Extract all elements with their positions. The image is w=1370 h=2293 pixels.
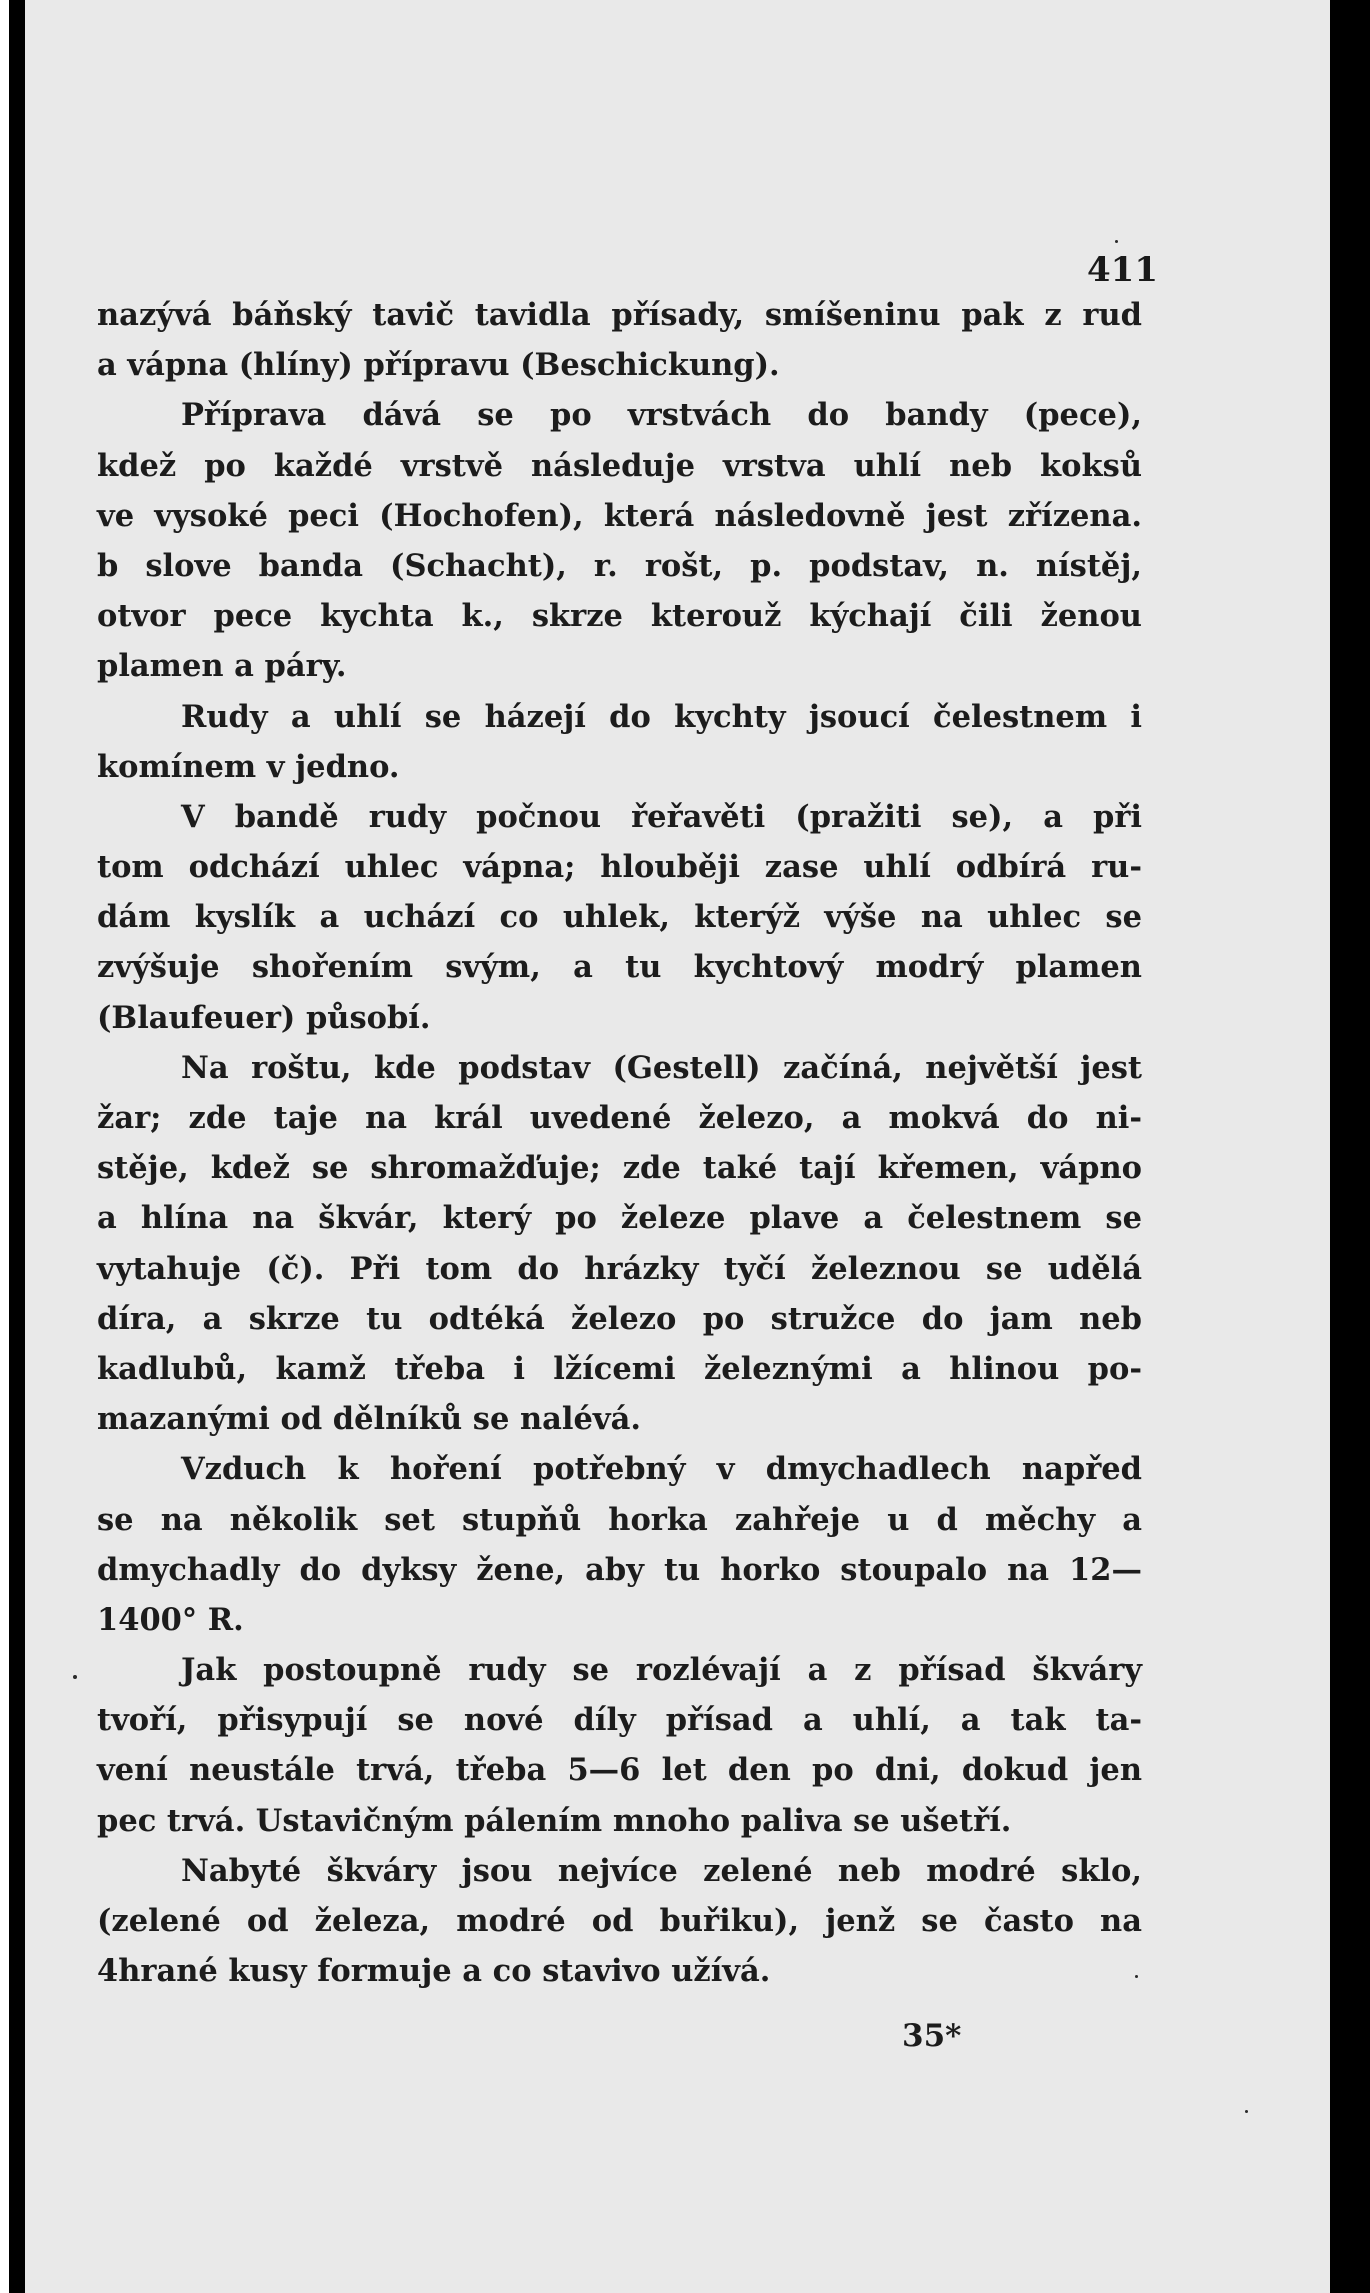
paper-speck — [1115, 240, 1118, 243]
text-line: se na několik set stupňů horka zahřeje u d měchy a — [97, 1501, 1142, 1538]
text-line: Jak postoupně rudy se rozlévají a z přísad škváry — [181, 1652, 1142, 1689]
body-text — [97, 290, 1142, 1996]
text-line: vení neustále trvá, třeba 5—6 let den po dni, dokud jen — [97, 1752, 1142, 1789]
text-line: 4hrané kusy formuje a co stavivo užívá. — [97, 1953, 771, 1990]
text-line: komínem v jedno. — [97, 748, 400, 785]
text-line: kdež po každé vrstvě následuje vrstva uhlí neb koksů — [97, 447, 1142, 484]
text-line: Na roštu, kde podstav (Gestell) začíná, největší jest — [181, 1049, 1142, 1086]
text-line: a hlína na škvár, který po železe plave a čelestnem se — [97, 1200, 1142, 1237]
text-line: kadlubů, kamž třeba i lžícemi železnými a hlinou po- — [97, 1350, 1142, 1387]
text-line: Nabyté škváry jsou nejvíce zelené neb modré sklo, — [181, 1852, 1142, 1889]
text-line: tom odchází uhlec vápna; hlouběji zase uhlí odbírá ru- — [97, 849, 1142, 886]
text-line: Rudy a uhlí se házejí do kychty jsoucí čelestnem i — [181, 698, 1142, 735]
text-line: vytahuje (č). Při tom do hrázky tyčí železnou se udělá — [97, 1250, 1142, 1287]
text-line: 1400° R. — [97, 1601, 244, 1638]
text-line: V bandě rudy počnou řeřavěti (pražiti se), a při — [181, 798, 1142, 835]
paper-speck — [1135, 1975, 1138, 1978]
text-line: žar; zde taje na král uvedené železo, a mokvá do ni- — [97, 1100, 1142, 1136]
text-line: Vzduch k hoření potřebný v dmychadlech napřed — [181, 1451, 1142, 1488]
text-line: Příprava dává se po vrstvách do bandy (pece), — [181, 397, 1142, 434]
page-number: 411 — [1087, 250, 1158, 290]
text-line: stěje, kdež se shromažďuje; zde také tají křemen, vápno — [97, 1150, 1142, 1187]
text-line: ve vysoké peci (Hochofen), která následovně jest zřízena. — [97, 497, 1142, 534]
text-line: (zelené od železa, modré od buřiku), jenž se často na — [97, 1903, 1142, 1939]
text-line: a vápna (hlíny) přípravu (Beschickung). — [97, 347, 780, 384]
text-line: (Blaufeuer) působí. — [97, 999, 431, 1036]
text-line: tvoří, přisypují se nové díly přísad a uhlí, a tak ta- — [97, 1702, 1142, 1739]
text-line: díra, a skrze tu odtéká železo po stružce do jam neb — [97, 1300, 1142, 1337]
printer-signature: 35* — [902, 2018, 962, 2054]
text-line: plamen a páry. — [97, 648, 347, 685]
left-page-edge — [0, 0, 9, 2293]
text-line: b slove banda (Schacht), r. rošt, p. podstav, n. nístěj, — [97, 547, 1142, 584]
text-line: dmychadly do dyksy žene, aby tu horko stoupalo na 12— — [97, 1551, 1142, 1588]
text-line: pec trvá. Ustavičným pálením mnoho paliva se ušetří. — [97, 1802, 1012, 1839]
text-line: zvýšuje shořením svým, a tu kychtový modrý plamen — [97, 949, 1142, 986]
text-line: mazanými od dělníků se nalévá. — [97, 1401, 642, 1438]
book-page — [25, 0, 1330, 2293]
paper-speck — [73, 1675, 77, 1679]
text-line: nazývá báňský tavič tavidla přísady, smíšeninu pak z rud — [97, 297, 1142, 333]
paper-speck — [1245, 2110, 1248, 2113]
text-line: otvor pece kychta k., skrze kterouž kýchají čili ženou — [97, 598, 1142, 635]
text-line: dám kyslík a uchází co uhlek, kterýž výše na uhlec se — [97, 899, 1142, 936]
